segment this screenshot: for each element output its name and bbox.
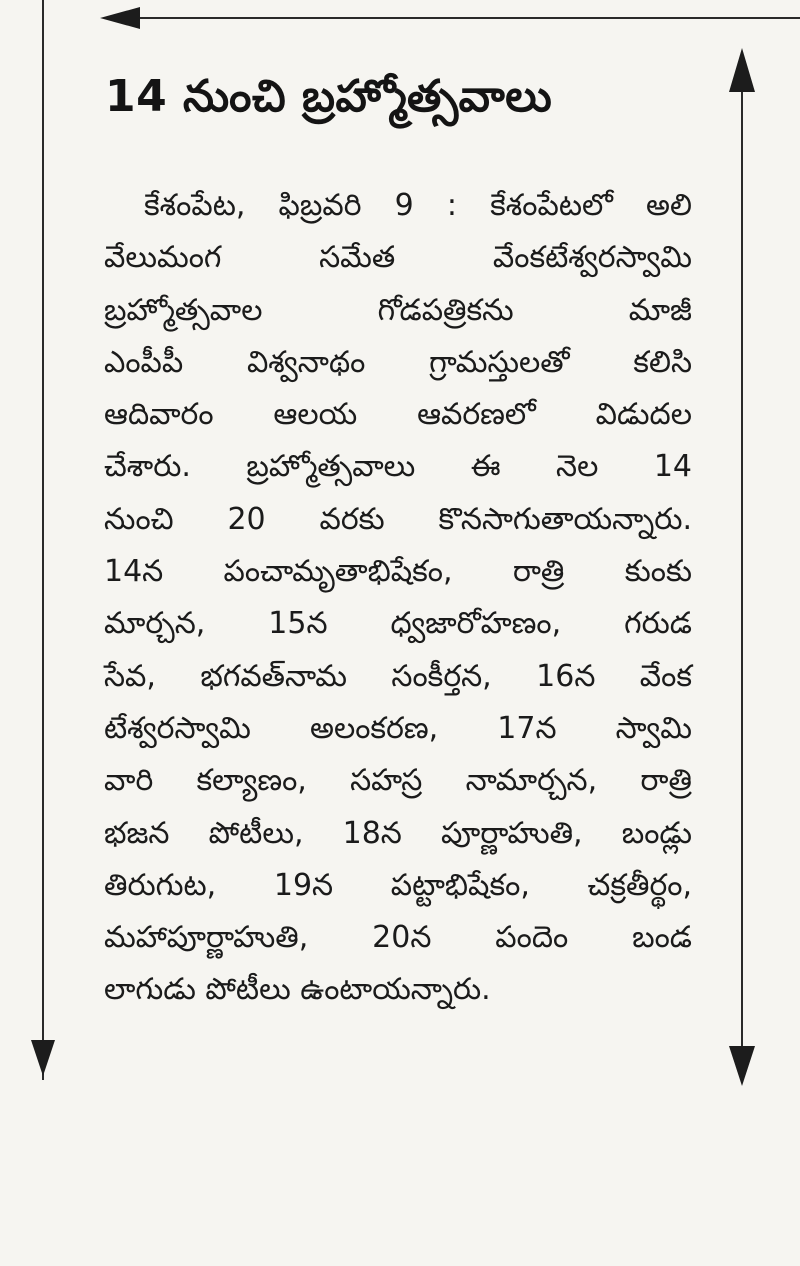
article-line: మార్చన, 15న ధ్వజారోహణం, గరుడ — [104, 606, 692, 642]
arrow-left-icon — [100, 7, 140, 29]
article-line: సేవ, భగవత్‌నామ సంకీర్తన, 16న వేంక — [104, 658, 692, 694]
article-line: బ్రహ్మోత్సవాల గోడపత్రికను మాజీ — [104, 292, 692, 328]
article-line: నుంచి 20 వరకు కొనసాగుతాయన్నారు. — [104, 501, 692, 537]
article-body — [104, 180, 692, 1017]
article-line: భజన పోటీలు, 18న పూర్ణాహుతి, బండ్లు — [104, 815, 692, 851]
article-headline: 14 నుంచి బ్రహ్మోత్సవాలు — [105, 71, 553, 122]
article-line: తిరుగుట, 19న పట్టాభిషేకం, చక్రతీర్థం, — [104, 867, 692, 903]
article-line: మహాపూర్ణాహుతి, 20న పందెం బండ — [104, 920, 692, 956]
article-line: టేశ్వరస్వామి అలంకరణ, 17న స్వామి — [104, 710, 692, 746]
article-line: లాగుడు పోటీలు ఉంటాయన్నారు. — [104, 972, 491, 1008]
top-border-rule — [118, 17, 800, 19]
right-border-rule — [741, 80, 743, 1050]
left-border-rule — [42, 0, 44, 1080]
article-line: చేశారు. బ్రహ్మోత్సవాలు ఈ నెల 14 — [104, 449, 692, 485]
article-line: వేలుమంగ సమేత వేంకటేశ్వరస్వామి — [104, 240, 692, 276]
article-line: ఎంపీపీ విశ్వనాథం గ్రామస్తులతో కలిసి — [104, 344, 692, 380]
article-line: కేశంపేట, ఫిబ్రవరి 9 : కేశంపేటలో అలి — [144, 188, 692, 223]
arrow-down-icon — [31, 1040, 55, 1076]
article-line: ఆదివారం ఆలయ ఆవరణలో విడుదల — [104, 397, 692, 433]
arrow-up-icon — [729, 48, 755, 92]
article-line: వారి కల్యాణం, సహస్ర నామార్చన, రాత్రి — [104, 763, 692, 799]
article-line: 14న పంచామృతాభిషేకం, రాత్రి కుంకు — [104, 554, 692, 590]
arrow-down-icon — [729, 1046, 755, 1086]
